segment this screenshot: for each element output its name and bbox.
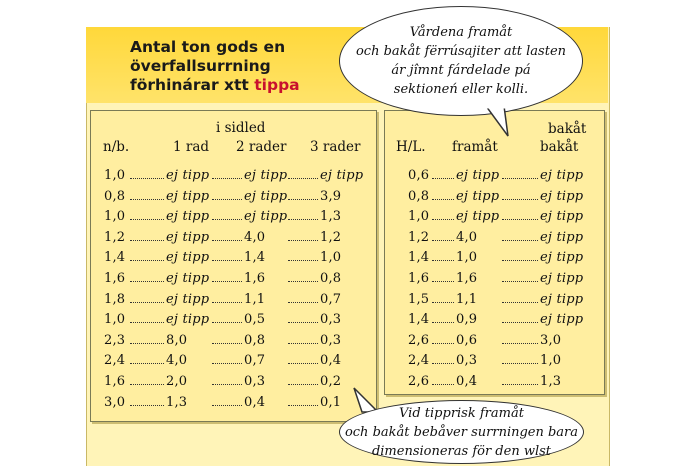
two-rows-cell: 4,0 [244,229,266,245]
one-row-cell: ej tipp [166,271,210,286]
two-rows-cell: 1,4 [244,250,266,266]
forward-cell: 0,9 [456,312,478,328]
title-highlight-word: tippa [254,76,300,94]
back-cell: ej tipp [540,271,584,286]
dot-leader [432,219,454,220]
ratio-cell: 1,8 [104,291,126,307]
dot-leader [130,302,164,303]
dot-leader [212,384,242,385]
dot-leader [502,343,538,344]
two-rows-cell: 0,8 [244,332,266,348]
dot-leader [130,240,164,241]
three-rows-cell: 1,0 [320,250,342,266]
back-cell: 3,0 [540,332,562,348]
dot-leader [212,363,242,364]
two-rows-cell: 1,1 [244,291,266,307]
dot-leader [432,302,454,303]
ratio-cell: 3,0 [104,394,126,410]
height-length-column-header: H/L. [396,139,426,155]
dot-leader [288,363,318,364]
back-cell: ej tipp [540,209,584,225]
one-row-cell: 2,0 [166,374,188,389]
back-cell: ej tipp [540,168,584,183]
ratio-cell: 1,4 [408,312,430,328]
title-line-1: Antal ton gods en [130,38,286,56]
ratio-cell: 2,3 [104,332,126,348]
dot-leader [288,240,318,241]
three-rows-cell: 0,3 [320,332,342,348]
three-rows-cell: 1,2 [320,229,342,245]
ratio-cell: 1,6 [104,374,126,389]
back-column-header: bakåt [540,139,579,155]
dot-leader [212,178,242,179]
dot-leader [130,281,164,282]
one-row-cell: 8,0 [166,332,188,348]
ratio-cell: 2,6 [408,332,430,348]
two-rows-cell: 0,4 [244,394,266,410]
back-cell: ej tipp [540,250,584,266]
bottom-bubble-line-3: dimensioneras för den wlst [371,443,552,459]
forward-cell: ej tipp [456,168,500,183]
forward-cell: 1,1 [456,291,478,307]
two-rows-cell: 0,5 [244,312,266,328]
back-cell: 1,0 [540,353,562,369]
dot-leader [432,384,454,385]
forward-cell: ej tipp [456,188,500,204]
dot-leader [288,178,318,179]
dot-leader [130,178,164,179]
dot-leader [432,281,454,282]
back-column-header-top: bakåt [548,121,587,137]
ratio-cell: 1,0 [408,209,430,225]
dot-leader [130,219,164,220]
dot-leader [212,322,242,323]
two-rows-cell: ej tipp [244,209,288,225]
top-bubble-tail [480,106,520,138]
one-row-cell: ej tipp [166,188,210,204]
dot-leader [502,260,538,261]
dot-leader [432,178,454,179]
ratio-cell: 1,5 [408,291,430,307]
ratio-cell: 2,4 [104,353,126,369]
top-bubble-line-3: ár jîmnt fárdelade pá [391,63,531,78]
bottom-bubble-line-1: Vid tipprisk framåt [399,405,524,421]
dot-leader [288,384,318,385]
dot-leader [288,199,318,200]
dot-leader [288,219,318,220]
dot-leader [288,302,318,303]
dot-leader [432,343,454,344]
three-rows-cell: ej tipp [320,168,364,183]
ratio-cell: 1,6 [408,271,430,286]
dot-leader [502,281,538,282]
two-rows-cell: 1,6 [244,271,266,286]
dot-leader [212,199,242,200]
dot-leader [288,281,318,282]
dot-leader [502,219,538,220]
three-rows-cell: 0,7 [320,291,342,307]
dot-leader [502,384,538,385]
ratio-cell: 1,6 [104,271,126,286]
dot-leader [212,240,242,241]
forward-cell: ej tipp [456,209,500,225]
top-bubble-line-2: och bakåt fërrúsajiter att lasten [355,44,567,59]
forward-cell: 0,4 [456,374,478,389]
top-speech-bubble [339,6,583,116]
ratio-cell: 2,4 [408,353,430,369]
dot-leader [432,363,454,364]
back-cell: 1,3 [540,374,562,389]
title-line-3: förhinárar xtt [130,76,255,94]
ratio-cell: 1,2 [408,229,430,245]
one-row-column-header: 1 rad [173,139,210,155]
one-row-cell: 1,3 [166,394,188,410]
forward-cell: 0,3 [456,353,478,369]
dot-leader [130,199,164,200]
dot-leader [502,178,538,179]
back-cell: ej tipp [540,312,584,328]
one-row-cell: ej tipp [166,209,210,225]
dot-leader [432,199,454,200]
dot-leader [288,260,318,261]
dot-leader [288,343,318,344]
three-rows-cell: 0,1 [320,394,342,410]
dot-leader [502,363,538,364]
dot-leader [502,199,538,200]
dot-leader [288,322,318,323]
dot-leader [502,322,538,323]
back-cell: ej tipp [540,229,584,245]
ratio-cell: 1,0 [104,209,126,225]
dot-leader [502,302,538,303]
title-line-2: överfallsurrning [130,57,271,75]
ratio-cell: 1,2 [104,229,126,245]
three-rows-cell: 1,3 [320,209,342,225]
ratio-cell: 1,4 [104,250,126,266]
forward-cell: 1,0 [456,250,478,266]
bottom-bubble-line-2: och bakåt bebåver surrningen bara [344,424,579,440]
dot-leader [130,384,164,385]
dot-leader [212,405,242,406]
sideways-group-header: i sidled [216,120,266,136]
dot-leader [432,240,454,241]
ratio-column-header: n/b. [103,139,130,155]
forward-cell: 0,6 [456,332,478,348]
top-bubble-line-4: sektioneń eller kolli. [393,82,529,97]
back-cell: ej tipp [540,291,584,307]
three-rows-column-header: 3 rader [310,139,361,155]
three-rows-cell: 3,9 [320,188,342,204]
dot-leader [130,260,164,261]
dot-leader [130,363,164,364]
one-row-cell: 4,0 [166,353,188,369]
forward-column-header: framåt [452,139,498,155]
one-row-cell: ej tipp [166,291,210,307]
ratio-cell: 1,0 [104,168,126,183]
dot-leader [288,405,318,406]
one-row-cell: ej tipp [166,250,210,266]
dot-leader [432,260,454,261]
dot-leader [212,281,242,282]
two-rows-column-header: 2 rader [236,139,287,155]
three-rows-cell: 0,2 [320,374,342,389]
one-row-cell: ej tipp [166,168,210,183]
three-rows-cell: 0,3 [320,312,342,328]
ratio-cell: 0,6 [408,168,430,183]
dot-leader [130,343,164,344]
two-rows-cell: 0,7 [244,353,266,369]
forward-cell: 1,6 [456,271,478,286]
one-row-cell: ej tipp [166,312,210,328]
two-rows-cell: ej tipp [244,168,288,183]
one-row-cell: ej tipp [166,229,210,245]
three-rows-cell: 0,4 [320,353,342,369]
forward-cell: 4,0 [456,229,478,245]
back-cell: ej tipp [540,188,584,204]
top-bubble-line-1: Vårdena framåt [409,25,513,40]
dot-leader [212,260,242,261]
dot-leader [130,322,164,323]
bottom-speech-bubble [339,400,584,464]
two-rows-cell: 0,3 [244,374,266,389]
ratio-cell: 0,8 [104,188,126,204]
three-rows-cell: 0,8 [320,271,342,286]
dot-leader [502,240,538,241]
dot-leader [212,343,242,344]
dot-leader [432,322,454,323]
dot-leader [212,219,242,220]
page-title [130,38,300,95]
ratio-cell: 0,8 [408,188,430,204]
ratio-cell: 1,0 [104,312,126,328]
ratio-cell: 2,6 [408,374,430,389]
two-rows-cell: ej tipp [244,188,288,204]
dot-leader [130,405,164,406]
dot-leader [212,302,242,303]
ratio-cell: 1,4 [408,250,430,266]
